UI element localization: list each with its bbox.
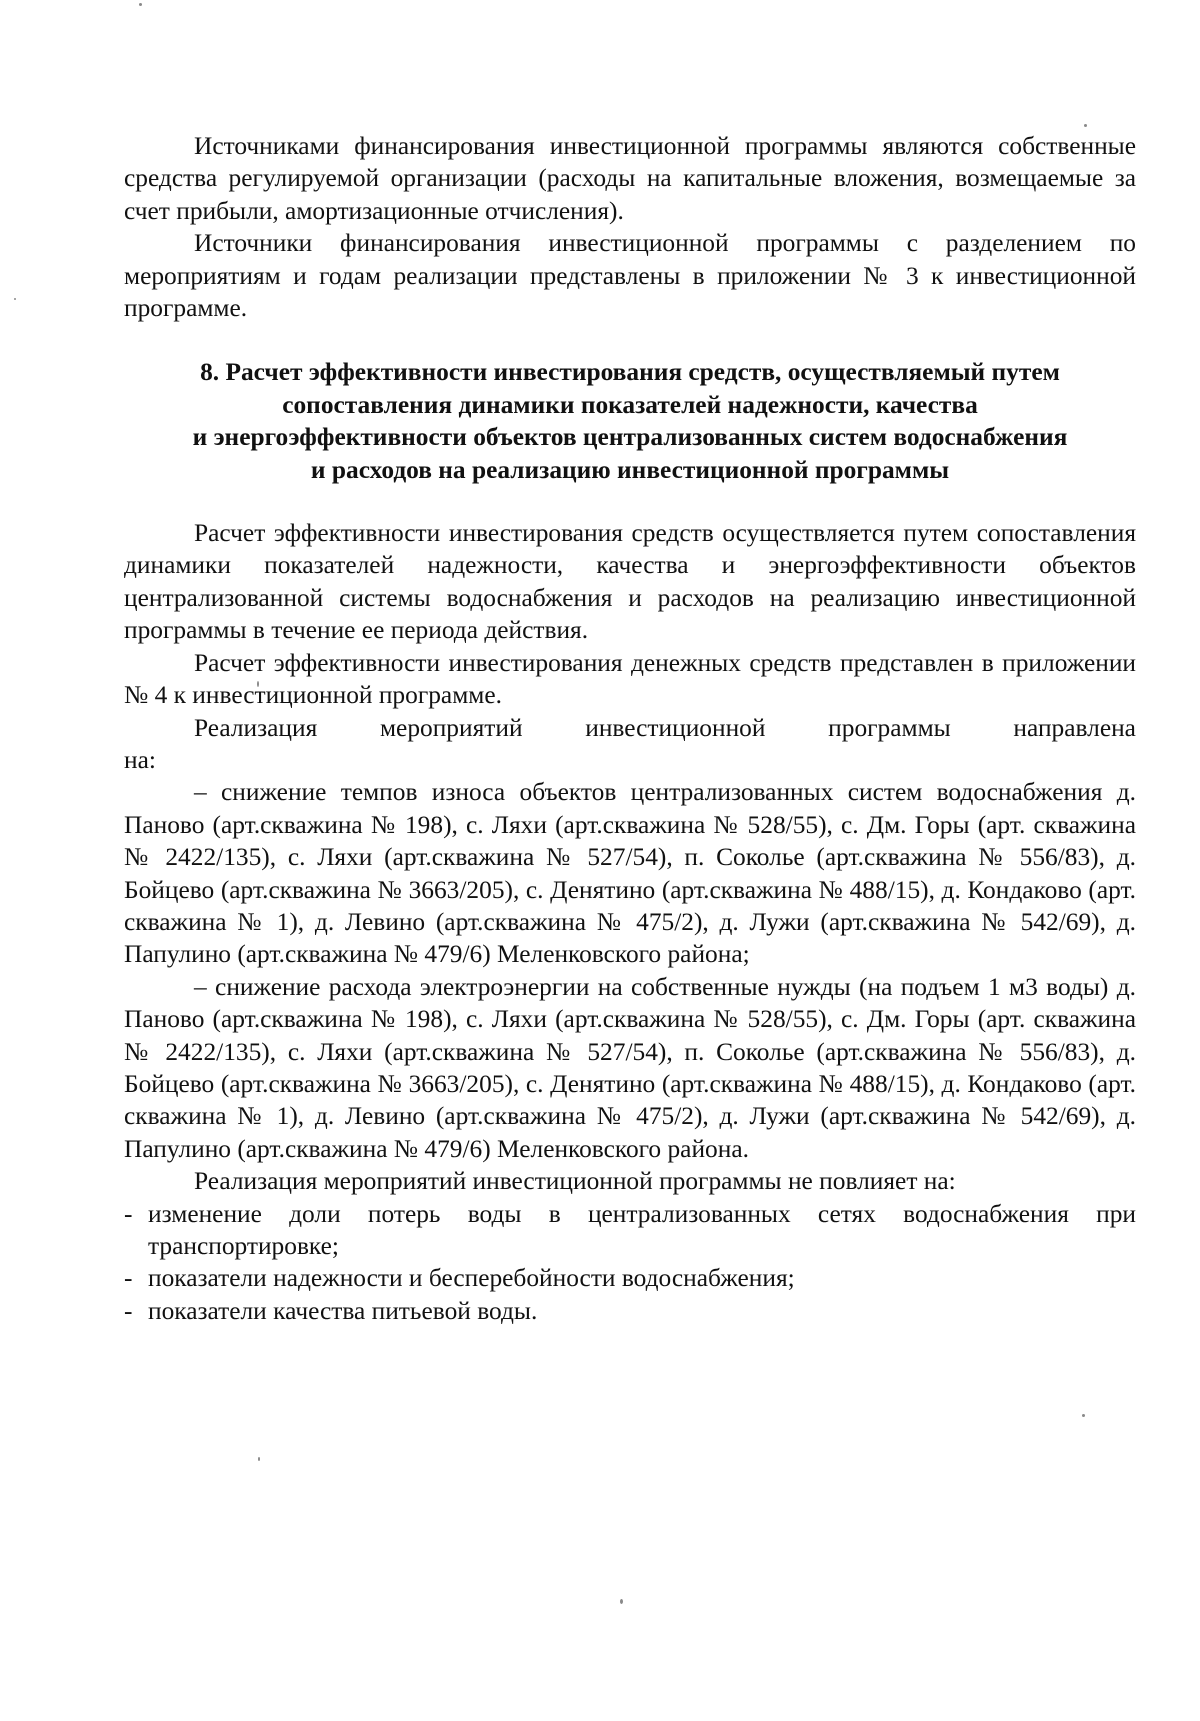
section-heading-line: и расходов на реализацию инвестиционной программы bbox=[310, 455, 950, 484]
section-heading bbox=[124, 356, 1136, 486]
implementation-aims-line bbox=[124, 712, 1136, 744]
word: программы bbox=[828, 713, 951, 742]
paragraph-implementation-aims bbox=[124, 712, 1136, 777]
word: инвестиционной bbox=[585, 713, 766, 742]
scan-speck bbox=[620, 1599, 623, 1604]
document-body bbox=[124, 130, 1136, 1327]
paragraph-no-impact: Реализация мероприятий инвестиционной программы не повлияет на: bbox=[194, 1167, 956, 1196]
list-item-no-impact bbox=[124, 1198, 1136, 1263]
list-item-text: изменение доли потерь воды в централизованных сетях водоснабжения при транспортировке; bbox=[148, 1199, 1136, 1260]
word: мероприятий bbox=[379, 713, 523, 742]
list-item-no-impact bbox=[124, 1262, 1136, 1294]
scan-speck bbox=[1082, 1414, 1085, 1417]
list-item-wear-reduction: – снижение темпов износа объектов централизованных систем водоснабжения д. Паново (арт.скважина № 198), с. Ляхи (арт.скважина № 528/55), с. Дм. Горы (арт. скважина № 2422/135), с. Ляхи (арт.скважина № 527/54), п. Соколье (арт.скважина № 556/83), д. Бойцево (арт.скважина № 3663/205), с. Денятино (арт.скважина № 488/15), д. Кондаково (арт. скважина № 1), д. Левино (арт.скважина № 475/2), д. Лужи (арт.скважина № 542/69), д. Папулино (арт.скважина № 479/6) Меленковского района; bbox=[124, 778, 1136, 969]
scan-speck bbox=[1084, 124, 1087, 127]
paragraph-funding-breakdown: Источники финансирования инвестиционной программы с разделением по мероприятиям и годам реализации представлены в приложении № 3 к инвестиционной программе. bbox=[124, 229, 1136, 323]
scan-speck bbox=[139, 3, 142, 6]
list-marker: - bbox=[124, 1296, 133, 1325]
implementation-aims-tail: на: bbox=[124, 745, 156, 774]
scan-speck bbox=[14, 298, 16, 300]
paragraph-efficiency-calculation: Расчет эффективности инвестирования средств осуществляется путем сопоставления динамики показателей надежности, качества и энергоэффективности объектов централизованной системы водоснабжения и расходов на реализацию инвестиционной программы в течение ее периода действия. bbox=[124, 519, 1136, 645]
list-item-no-impact bbox=[124, 1295, 1136, 1327]
scan-speck bbox=[258, 1457, 260, 1461]
list-marker: - bbox=[124, 1199, 133, 1228]
section-heading-line: и энергоэффективности объектов централизованных систем водоснабжения bbox=[192, 423, 1068, 452]
word: направлена bbox=[1013, 713, 1136, 742]
section-heading-line: сопоставления динамики показателей надежности, качества bbox=[282, 390, 978, 419]
list-marker: - bbox=[124, 1264, 133, 1293]
section-heading-line: 8. Расчет эффективности инвестирования средств, осуществляемый путем bbox=[200, 358, 1060, 387]
list-item-energy-reduction: – снижение расхода электроэнергии на собственные нужды (на подъем 1 м3 воды) д. Паново (арт.скважина № 198), с. Ляхи (арт.скважина № 528/55), с. Дм. Горы (арт. скважина № 2422/135), с. Ляхи (арт.скважина № 527/54), п. Соколье (арт.скважина № 556/83), д. Бойцево (арт.скважина № 3663/205), с. Денятино (арт.скважина № 488/15), д. Кондаково (арт. скважина № 1), д. Левино (арт.скважина № 475/2), д. Лужи (арт.скважина № 542/69), д. Папулино (арт.скважина № 479/6) Меленковского района. bbox=[124, 972, 1136, 1163]
word: Реализация bbox=[194, 713, 318, 742]
list-item-text: показатели надежности и бесперебойности водоснабжения; bbox=[148, 1264, 795, 1293]
paragraph-funding-sources: Источниками финансирования инвестиционной программы являются собственные средства регулируемой организации (расходы на капитальные вложения, возмещаемые за счет прибыли, амортизационные отчисления). bbox=[124, 132, 1136, 225]
list-item-text: показатели качества питьевой воды. bbox=[148, 1296, 538, 1325]
paragraph-appendix-reference: Расчет эффективности инвестирования денежных средств представлен в приложении № 4 к инвестиционной программе. bbox=[124, 648, 1136, 710]
